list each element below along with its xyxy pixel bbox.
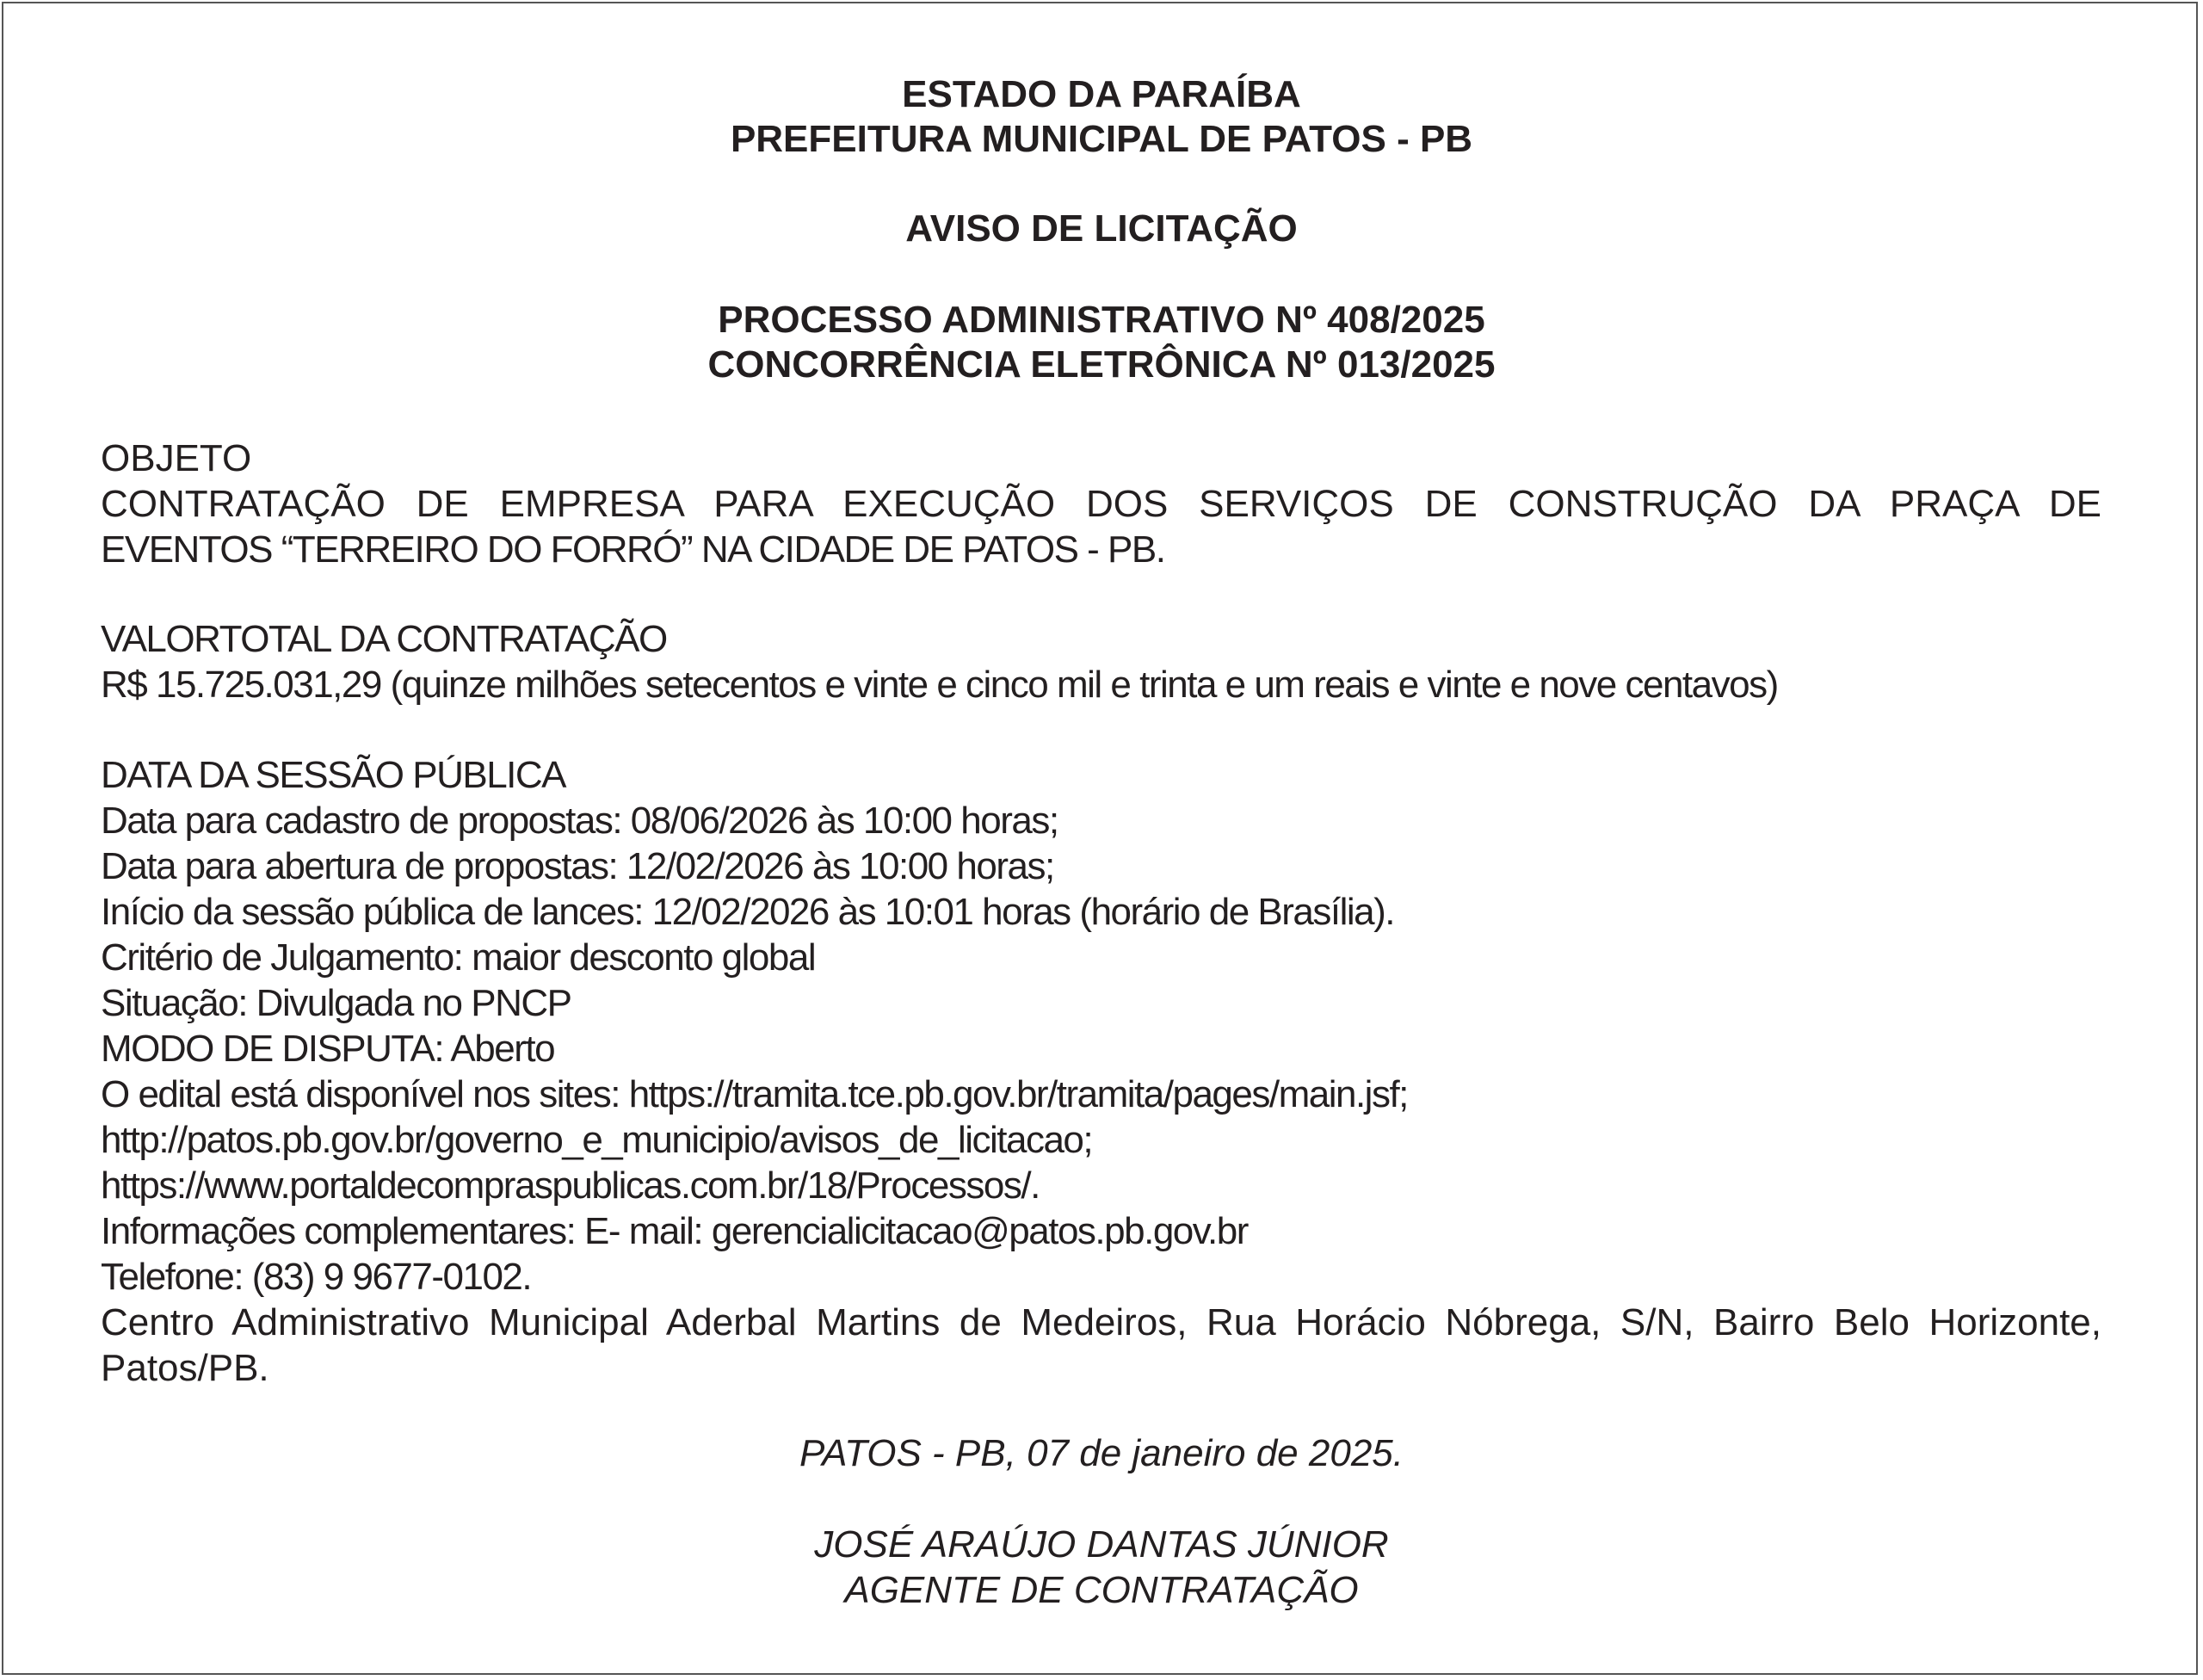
valor-text: R$ 15.725.031,29 (quinze milhões setecentos e vinte e cinco mil e trinta e um reais e vinte e nove centavos) [101, 664, 1778, 706]
sessao-line: Início da sessão pública de lances: 12/02/2026 às 10:01 horas (horário de Brasília). [101, 891, 1395, 933]
valor-label: VALORTOTAL DA CONTRATAÇÃO [101, 618, 667, 660]
sessao-line: Critério de Julgamento: maior desconto global [101, 936, 816, 979]
place-date [0, 1430, 2203, 1476]
sessao-line: O edital está disponível nos sites: https://tramita.tce.pb.gov.br/tramita/pages/main.jsf; [101, 1073, 1408, 1115]
sessao-line: Data para abertura de propostas: 12/02/2026 às 10:00 horas; [101, 845, 1054, 887]
signature-block [0, 1522, 2203, 1613]
notice-title-text: AVISO DE LICITAÇÃO [905, 207, 1298, 250]
sessao-line: http://patos.pb.gov.br/governo_e_municipio/avisos_de_licitacao; [101, 1119, 1093, 1161]
valor-section [101, 616, 2101, 707]
notice-title [0, 207, 2203, 251]
competition-number: CONCORRÊNCIA ELETRÔNICA Nº 013/2025 [707, 343, 1496, 386]
sessao-section [101, 752, 2101, 1391]
sessao-line: Situação: Divulgada no PNCP [101, 982, 571, 1024]
sessao-line: Informações complementares: E- mail: gerencialicitacao@patos.pb.gov.br [101, 1210, 1248, 1252]
process-number: PROCESSO ADMINISTRATIVO Nº 408/2025 [718, 299, 1485, 341]
objeto-section [101, 435, 2101, 572]
document-header [0, 72, 2203, 162]
place-date-text: PATOS - PB, 07 de janeiro de 2025. [799, 1432, 1404, 1474]
address-line-1: Centro Administrativo Municipal Aderbal Martins de Medeiros, Rua Horácio Nóbrega, S/N, Bairro Belo Horizonte, [101, 1301, 2101, 1343]
sessao-label: DATA DA SESSÃO PÚBLICA [101, 754, 566, 796]
signatory-name: JOSÉ ARAÚJO DANTAS JÚNIOR [814, 1523, 1389, 1566]
sessao-line: Data para cadastro de propostas: 08/06/2026 às 10:00 horas; [101, 800, 1058, 842]
objeto-line-2: EVENTOS “TERREIRO DO FORRÓ” NA CIDADE DE PATOS - PB. [101, 528, 1165, 571]
objeto-line-1: CONTRATAÇÃO DE EMPRESA PARA EXECUÇÃO DOS SERVIÇOS DE CONSTRUÇÃO DA PRAÇA DE [101, 483, 2101, 525]
sessao-line: MODO DE DISPUTA: Aberto [101, 1028, 555, 1070]
objeto-label: OBJETO [101, 437, 252, 479]
sessao-line: Telefone: (83) 9 9677-0102. [101, 1256, 532, 1298]
signatory-role: AGENTE DE CONTRATAÇÃO [844, 1569, 1359, 1611]
process-heading [0, 298, 2203, 387]
state-title: ESTADO DA PARAÍBA [902, 73, 1301, 115]
sessao-line: https://www.portaldecompraspublicas.com.br/18/Processos/. [101, 1164, 1040, 1207]
municipality-title: PREFEITURA MUNICIPAL DE PATOS - PB [730, 118, 1473, 160]
address-line-2: Patos/PB. [101, 1347, 269, 1389]
